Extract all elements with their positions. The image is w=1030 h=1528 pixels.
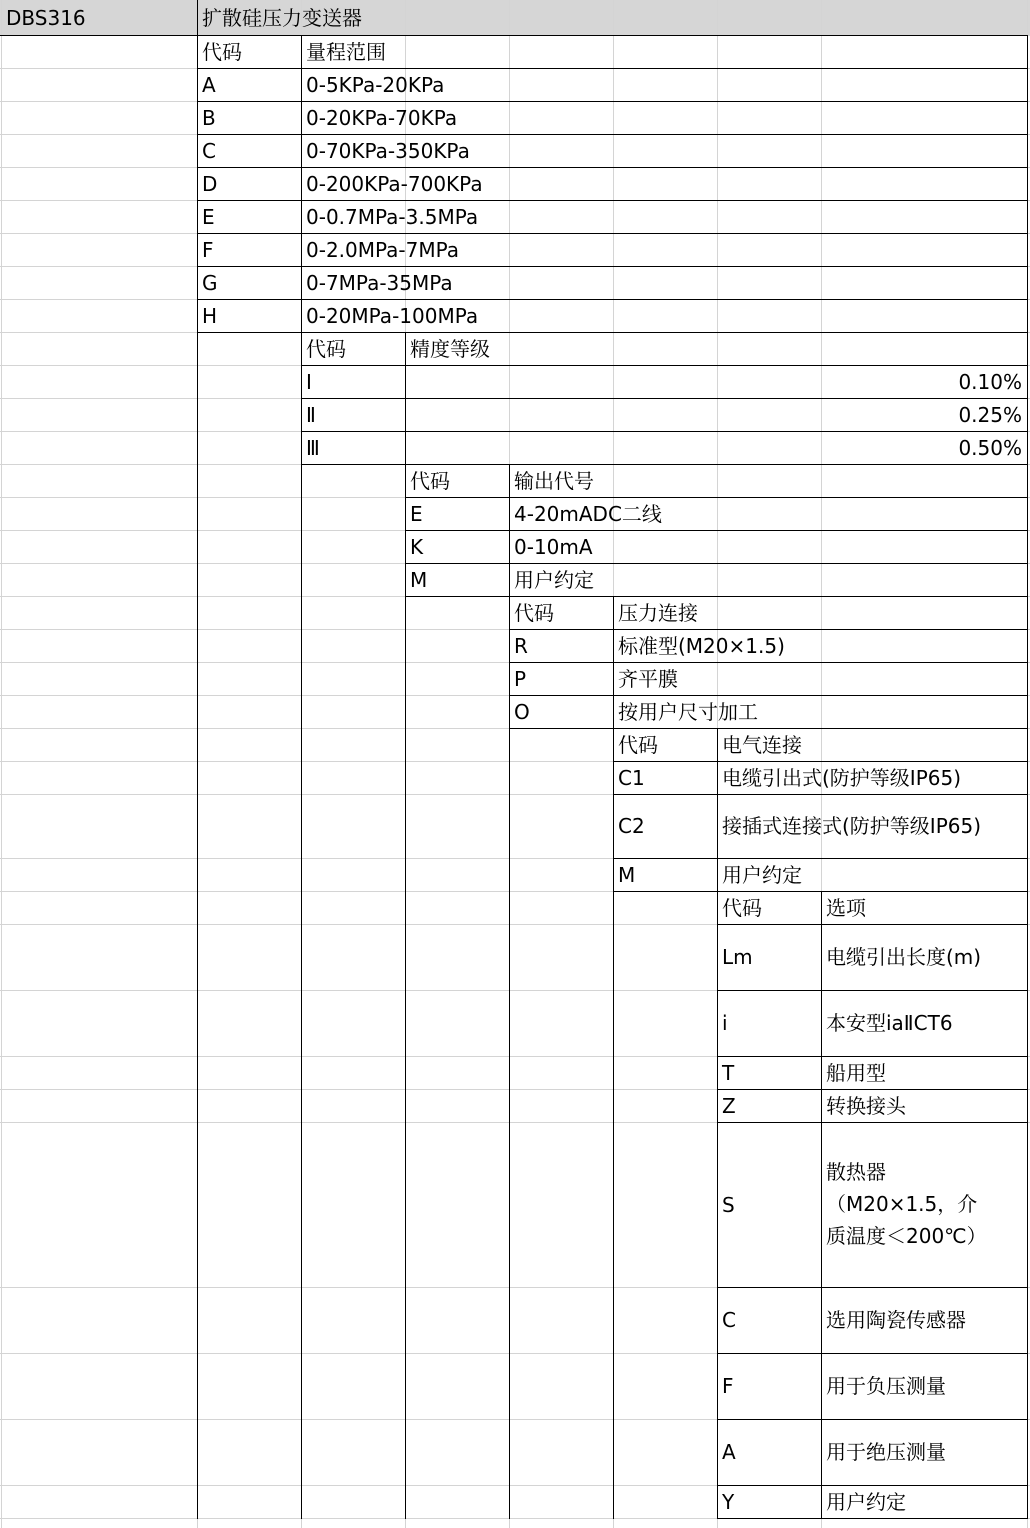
output-code[interactable]: K xyxy=(410,535,424,559)
gridline-vertical xyxy=(1,0,2,1528)
product-name[interactable]: 扩散硅压力变送器 xyxy=(202,6,362,30)
range-code[interactable]: G xyxy=(202,271,218,295)
range-header-label[interactable]: 量程范围 xyxy=(306,40,386,64)
electrical-value[interactable]: 用户约定 xyxy=(722,863,802,887)
model-code[interactable]: DBS316 xyxy=(6,6,86,30)
accuracy-header-code[interactable]: 代码 xyxy=(306,337,346,361)
accuracy-header-label[interactable]: 精度等级 xyxy=(410,337,490,361)
range-value[interactable]: 0-20KPa-70KPa xyxy=(306,106,458,130)
table-border xyxy=(717,924,1028,925)
table-border xyxy=(509,662,1028,663)
table-border xyxy=(197,134,1028,135)
table-border xyxy=(301,464,1028,465)
pressure-value[interactable]: 齐平膜 xyxy=(618,667,678,691)
output-value[interactable]: 用户约定 xyxy=(514,568,594,592)
range-code[interactable]: C xyxy=(202,139,216,163)
accuracy-value[interactable]: 0.10% xyxy=(958,370,1022,394)
option-value[interactable]: 船用型 xyxy=(826,1061,886,1085)
table-border xyxy=(405,497,1028,498)
electrical-code[interactable]: C1 xyxy=(618,766,645,790)
range-code[interactable]: E xyxy=(202,205,215,229)
table-border xyxy=(197,0,198,1519)
range-value[interactable]: 0-200KPa-700KPa xyxy=(306,172,483,196)
table-border xyxy=(717,990,1028,991)
range-code[interactable]: H xyxy=(202,304,218,328)
output-header-label[interactable]: 输出代号 xyxy=(514,469,594,493)
output-value[interactable]: 4-20mADC二线 xyxy=(514,502,662,526)
table-border xyxy=(509,629,1028,630)
pressure-code[interactable]: R xyxy=(514,634,528,658)
output-header-code[interactable]: 代码 xyxy=(410,469,450,493)
option-code[interactable]: Y xyxy=(722,1490,735,1514)
table-border xyxy=(301,431,1028,432)
table-border xyxy=(405,596,1028,597)
table-border xyxy=(717,1518,1028,1519)
table-border xyxy=(301,398,1028,399)
table-border xyxy=(197,167,1028,168)
table-border xyxy=(717,728,718,1519)
accuracy-code[interactable]: Ⅱ xyxy=(306,403,316,427)
table-border xyxy=(717,1056,1028,1057)
option-value[interactable]: 转换接头 xyxy=(826,1094,906,1118)
table-border xyxy=(0,35,1028,36)
accuracy-code[interactable]: Ⅲ xyxy=(306,436,320,460)
range-value[interactable]: 0-70KPa-350KPa xyxy=(306,139,470,163)
table-border xyxy=(509,464,510,1519)
table-border xyxy=(717,1419,1028,1420)
table-border xyxy=(1027,35,1028,1519)
output-code[interactable]: E xyxy=(410,502,423,526)
table-border xyxy=(821,891,822,1519)
option-value[interactable]: 用于绝压测量 xyxy=(826,1440,946,1464)
pressure-code[interactable]: O xyxy=(514,700,530,724)
table-border xyxy=(197,299,1028,300)
table-border xyxy=(717,1353,1028,1354)
title-row-fill xyxy=(0,0,1030,35)
electrical-header-label[interactable]: 电气连接 xyxy=(722,733,802,757)
range-code[interactable]: F xyxy=(202,238,214,262)
table-border xyxy=(197,332,1028,333)
option-value[interactable]: 用户约定 xyxy=(826,1490,906,1514)
table-border xyxy=(509,695,1028,696)
option-code[interactable]: C xyxy=(722,1308,736,1332)
option-code[interactable]: A xyxy=(722,1440,736,1464)
table-border xyxy=(613,858,1028,859)
table-border xyxy=(405,332,406,1519)
electrical-value[interactable]: 电缆引出式(防护等级IP65) xyxy=(722,766,962,790)
table-border xyxy=(197,101,1028,102)
option-value[interactable]: 选用陶瓷传感器 xyxy=(826,1308,966,1332)
output-value[interactable]: 0-10mA xyxy=(514,535,593,559)
table-border xyxy=(717,1122,1028,1123)
table-border xyxy=(613,596,614,1519)
option-value[interactable]: 电缆引出长度(m) xyxy=(826,945,982,969)
table-border xyxy=(717,1089,1028,1090)
output-code[interactable]: M xyxy=(410,568,428,592)
options-header-label[interactable]: 选项 xyxy=(826,896,866,920)
option-code[interactable]: F xyxy=(722,1374,734,1398)
table-border xyxy=(197,266,1028,267)
range-code[interactable]: A xyxy=(202,73,216,97)
table-border xyxy=(197,68,1028,69)
range-value[interactable]: 0-20MPa-100MPa xyxy=(306,304,479,328)
range-header-code[interactable]: 代码 xyxy=(202,40,242,64)
pressure-value[interactable]: 标准型(M20×1.5) xyxy=(618,634,785,658)
accuracy-value[interactable]: 0.50% xyxy=(958,436,1022,460)
range-code[interactable]: B xyxy=(202,106,216,130)
range-value[interactable]: 0-0.7MPa-3.5MPa xyxy=(306,205,479,229)
table-border xyxy=(613,794,1028,795)
option-code[interactable]: S xyxy=(722,1193,735,1217)
electrical-code[interactable]: C2 xyxy=(618,814,645,838)
range-value[interactable]: 0-7MPa-35MPa xyxy=(306,271,453,295)
table-border xyxy=(197,200,1028,201)
option-code[interactable]: i xyxy=(722,1011,728,1035)
table-border xyxy=(301,35,302,1519)
option-value[interactable]: 散热器（M20×1.5，介质温度＜200℃） xyxy=(826,1160,987,1248)
table-border xyxy=(405,563,1028,564)
range-value[interactable]: 0-2.0MPa-7MPa xyxy=(306,238,460,262)
options-header-code[interactable]: 代码 xyxy=(722,896,762,920)
table-border xyxy=(717,1485,1028,1486)
option-value[interactable]: 本安型iaⅡCT6 xyxy=(826,1011,953,1035)
accuracy-value[interactable]: 0.25% xyxy=(958,403,1022,427)
table-border xyxy=(717,1287,1028,1288)
pressure-value[interactable]: 按用户尺寸加工 xyxy=(618,700,758,724)
electrical-header-code[interactable]: 代码 xyxy=(618,733,658,757)
table-border xyxy=(301,365,1028,366)
table-border xyxy=(405,530,1028,531)
pressure-header-code[interactable]: 代码 xyxy=(514,601,554,625)
table-border xyxy=(613,761,1028,762)
range-code[interactable]: D xyxy=(202,172,218,196)
accuracy-code[interactable]: Ⅰ xyxy=(306,370,312,394)
range-value[interactable]: 0-5KPa-20KPa xyxy=(306,73,445,97)
option-value[interactable]: 用于负压测量 xyxy=(826,1374,946,1398)
option-code[interactable]: Lm xyxy=(722,945,753,969)
option-code[interactable]: T xyxy=(722,1061,735,1085)
option-code[interactable]: Z xyxy=(722,1094,736,1118)
electrical-code[interactable]: M xyxy=(618,863,636,887)
table-border xyxy=(197,233,1028,234)
pressure-code[interactable]: P xyxy=(514,667,527,691)
pressure-header-label[interactable]: 压力连接 xyxy=(618,601,698,625)
electrical-value[interactable]: 接插式连接式(防护等级IP65) xyxy=(722,814,982,838)
table-border xyxy=(509,728,1028,729)
